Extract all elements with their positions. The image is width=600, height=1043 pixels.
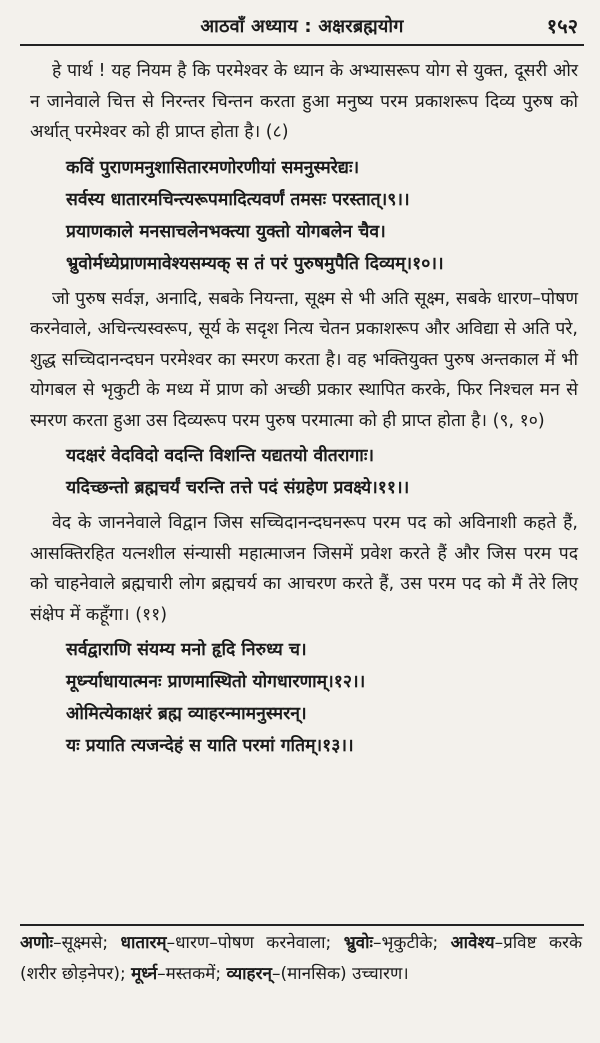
verse-line: यः प्रयाति त्यजन्देहं स याति परमां गतिम्।१३।। bbox=[66, 736, 354, 756]
gloss-meaning: –(मानसिक) उच्चारण। bbox=[271, 964, 409, 984]
commentary-paragraph-9-10: जो पुरुष सर्वज्ञ, अनादि, सबके नियन्ता, सूक्ष्म से भी अति सूक्ष्म, सबके धारण–पोषण करनेवाले, अचिन्त्यस्वरूप, सूर्य के सदृश नित्य चेतन प्रकाशरूप और अविद्या से अति परे, शुद्ध सच्चिदानन्दघन परमेश्वर का स्मरण करता है। वह भक्तियुक्त पुरुष अन्तकाल में भी योगबल से भृकुटी के मध्य में प्राण को अच्छी प्रकार स्थापित करके, फिर निश्चल मन से स्मरण करता हुआ उस दिव्यरूप परम पुरुष परमात्मा को ही प्राप्त होता है। (९, १०) bbox=[30, 288, 578, 431]
gloss-meaning: –मस्तकमें; bbox=[157, 964, 222, 984]
footnote-divider bbox=[20, 924, 584, 926]
chapter-title: आठवाँ अध्याय : अक्षरब्रह्मयोग bbox=[200, 16, 404, 37]
verse-block-12-13 bbox=[66, 634, 578, 762]
verse-line: मूर्ध्न्याधायात्मनः प्राणमास्थितो योगधारणाम्।१२।। bbox=[66, 672, 366, 692]
verse-line: कविं पुराणमनुशासितारमणोरणीयां समनुस्मरेद्यः। bbox=[66, 157, 360, 178]
gloss-term: मूर्ध्न bbox=[131, 964, 158, 984]
verse-line: यदिच्छन्तो ब्रह्मचर्यं चरन्ति तत्ते पदं संग्रहेण प्रवक्ष्ये।११।। bbox=[66, 478, 410, 498]
gloss-meaning: –भृकुटीके; bbox=[372, 933, 439, 953]
gloss-term: व्याहरन् bbox=[226, 964, 272, 984]
page-header bbox=[20, 10, 584, 46]
verse-line: ओमित्येकाक्षरं ब्रह्म व्याहरन्मामनुस्मरन्। bbox=[66, 704, 307, 724]
gloss-term: भ्रुवोः bbox=[343, 933, 373, 953]
gloss-term: धातारम् bbox=[120, 933, 167, 953]
gloss-meaning: –प्रविष्ट करके (शरीर छोड़नेपर); bbox=[20, 933, 583, 984]
verse-line: सर्वद्वाराणि संयम्य मनो हृदि निरुध्य च। bbox=[66, 640, 307, 660]
gloss-meaning: –धारण–पोषण करनेवाला; bbox=[166, 933, 332, 953]
commentary-paragraph-11: वेद के जाननेवाले विद्वान जिस सच्चिदानन्दघनरूप परम पद को अविनाशी कहते हैं, आसक्तिरहित यत्नशील संन्यासी महात्माजन जिसमें प्रवेश करते हैं और जिस परम पद को चाहनेवाले ब्रह्मचारी लोग ब्रह्मचर्य का आचरण करते हैं, उस परम पद को मैं तेरे लिए संक्षेप में कहूँगा। (११) bbox=[30, 513, 578, 625]
verse-block-9-10 bbox=[66, 152, 578, 280]
verse-line: सर्वस्य धातारमचिन्त्यरूपमादित्यवर्णं तमसः परस्तात्।९।। bbox=[66, 189, 410, 210]
page-number: १५२ bbox=[546, 14, 578, 38]
verse-block-11 bbox=[66, 440, 578, 504]
gloss-term: आवेश्य bbox=[450, 933, 495, 953]
glossary-footnote bbox=[20, 928, 582, 990]
verse-line: प्रयाणकाले मनसाचलेनभक्त्या युक्तो योगबलेन चैव। bbox=[66, 221, 386, 242]
gloss-term: अणोः bbox=[20, 933, 54, 953]
verse-line: भ्रुवोर्मध्येप्राणमावेश्यसम्यक् स तं परं पुरुषमुपैति दिव्यम्।१०।। bbox=[66, 253, 444, 274]
verse-line: यदक्षरं वेदविदो वदन्ति विशन्ति यद्यतयो वीतरागाः। bbox=[66, 446, 375, 466]
commentary-paragraph-8: हे पार्थ ! यह नियम है कि परमेश्वर के ध्यान के अभ्यासरूप योग से युक्त, दूसरी ओर न जानेवाले चित्त से निरन्तर चिन्तन करता हुआ मनुष्य परम प्रकाशरूप दिव्य पुरुष को अर्थात् परमेश्वर को ही प्राप्त होता है। (८) bbox=[30, 61, 578, 142]
page-body bbox=[30, 56, 578, 766]
gloss-meaning: –सूक्ष्मसे; bbox=[53, 933, 109, 953]
